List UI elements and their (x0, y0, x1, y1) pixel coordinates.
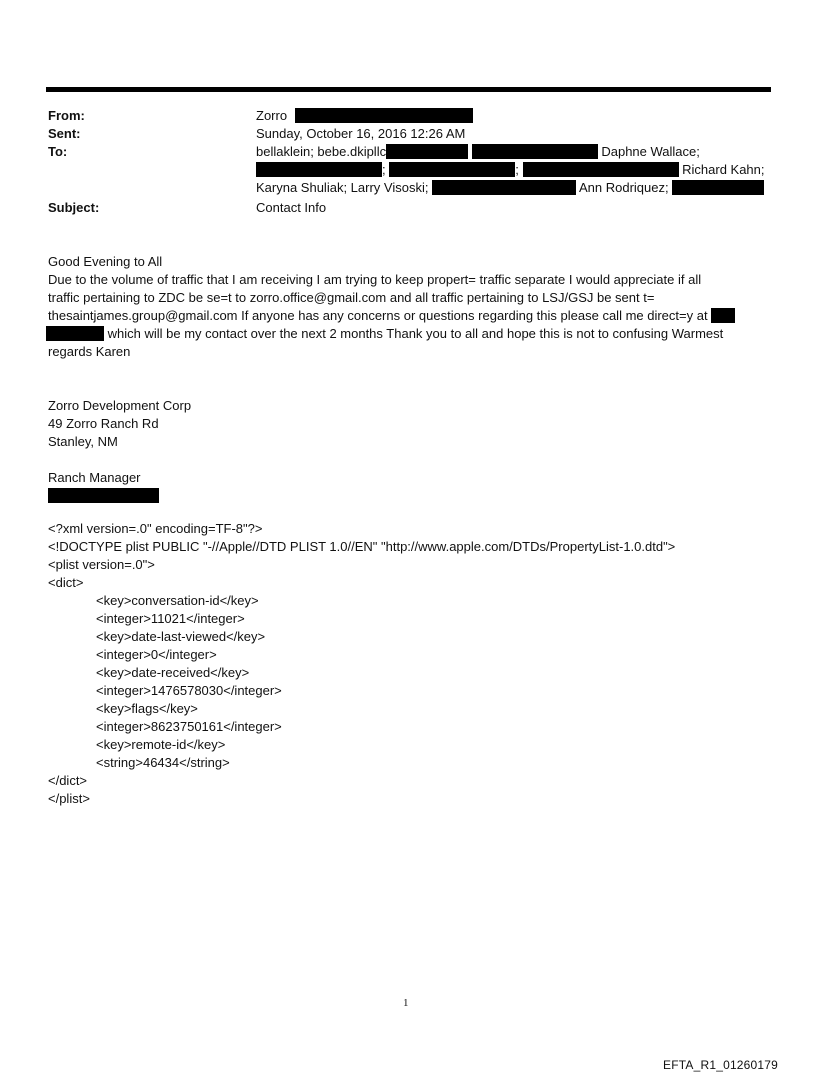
subject-label: Subject: (48, 200, 100, 215)
xml-line: <key>conversation-id</key> (96, 593, 259, 608)
redaction-box (523, 162, 679, 177)
xml-line: <?xml version=.0" encoding=TF-8"?> (48, 521, 263, 536)
body-line (48, 307, 735, 325)
subject-value: Contact Info (256, 200, 327, 215)
redaction-box (711, 308, 735, 323)
redaction-box (386, 144, 468, 159)
sent-label: Sent: (48, 126, 81, 141)
xml-line: <!DOCTYPE plist PUBLIC "-//Apple//DTD PLIST 1.0//EN" "http://www.apple.com/DTDs/PropertyList-1.0.dtd"> (48, 539, 676, 554)
separator: ; (515, 162, 519, 177)
xml-line: <string>46434</string> (96, 755, 230, 770)
redaction-box (672, 180, 764, 195)
to-label: To: (48, 144, 68, 159)
bates-number: EFTA_R1_01260179 (663, 1058, 779, 1072)
to-recipients: bellaklein; bebe.dkipllc (256, 144, 387, 159)
to-recipient: Ann Rodriquez; (578, 180, 669, 195)
from-label: From: (48, 108, 85, 123)
redaction-box (432, 180, 576, 195)
redaction-box (46, 326, 104, 341)
signature-redaction (48, 487, 159, 505)
to-line-1 (256, 143, 700, 161)
signature-city: Stanley, NM (48, 434, 118, 449)
sent-value: Sunday, October 16, 2016 12:26 AM (256, 126, 466, 141)
signature-address: 49 Zorro Ranch Rd (48, 416, 159, 431)
xml-line: <key>date-received</key> (96, 665, 250, 680)
to-line-2 (256, 161, 765, 179)
xml-line: <integer>11021</integer> (96, 611, 245, 626)
signature-title: Ranch Manager (48, 470, 141, 485)
redaction-box (48, 488, 159, 503)
redaction-box (389, 162, 515, 177)
redaction-box (472, 144, 598, 159)
body-line: traffic pertaining to ZDC be se=t to zorro.office@gmail.com and all traffic pertaining to LSJ/GSJ be sent t= (48, 290, 655, 305)
xml-line: <integer>8623750161</integer> (96, 719, 282, 734)
to-recipient: Daphne Wallace; (601, 144, 700, 159)
xml-line: <key>flags</key> (96, 701, 198, 716)
greeting: Good Evening to All (48, 254, 163, 269)
xml-line: <plist version=.0"> (48, 557, 155, 572)
body-line: Due to the volume of traffic that I am receiving I am trying to keep propert= traffic separate I would appreciate if all (48, 272, 702, 287)
xml-line: </dict> (48, 773, 88, 788)
page-number: 1 (403, 997, 409, 1009)
body-text: thesaintjames.group@gmail.com If anyone has any concerns or questions regarding this please call me direct=y at (48, 308, 708, 323)
redaction-box (295, 108, 473, 123)
redaction-box (256, 162, 382, 177)
xml-line: <integer>1476578030</integer> (96, 683, 282, 698)
xml-line: <key>remote-id</key> (96, 737, 226, 752)
xml-line: <integer>0</integer> (96, 647, 217, 662)
xml-line: <dict> (48, 575, 84, 590)
from-value (256, 107, 473, 125)
body-line (46, 325, 723, 343)
signature-company: Zorro Development Corp (48, 398, 192, 413)
separator: ; (382, 162, 386, 177)
to-recipient: Richard Kahn; (682, 162, 765, 177)
xml-line: </plist> (48, 791, 90, 806)
to-line-3 (256, 179, 764, 197)
header-rule (46, 87, 771, 92)
to-recipients: Karyna Shuliak; Larry Visoski; (256, 180, 429, 195)
body-line: regards Karen (48, 344, 131, 359)
from-name: Zorro (256, 108, 288, 123)
xml-line: <key>date-last-viewed</key> (96, 629, 266, 644)
body-text: which will be my contact over the next 2 months Thank you to all and hope this is not to confusing Warmest (107, 326, 724, 341)
